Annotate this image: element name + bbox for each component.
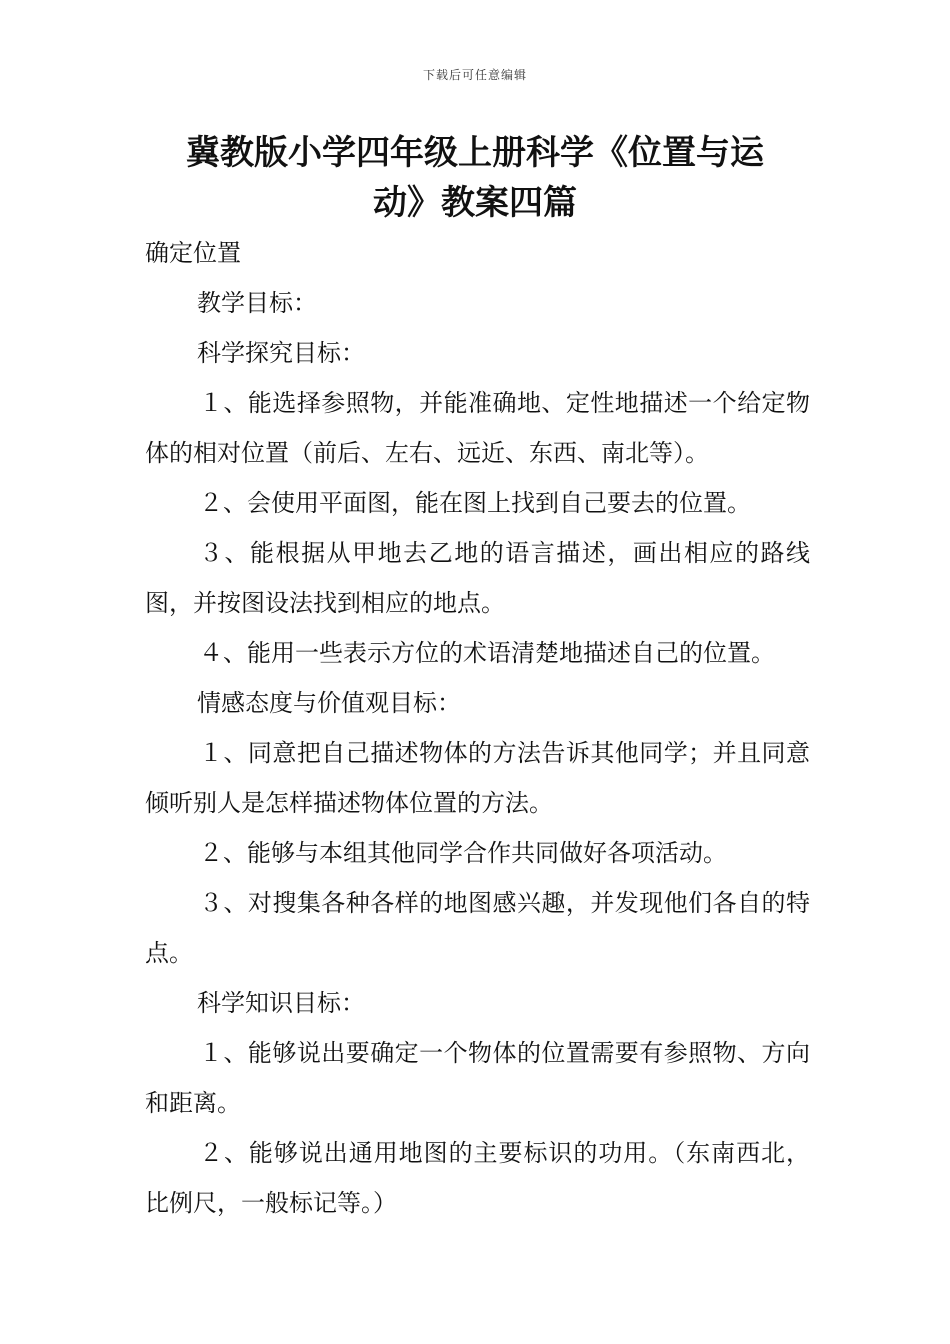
subheading-teaching-goals: 教学目标： [197, 289, 317, 317]
subheading-attitude-goals: 情感态度与价值观目标： [197, 689, 461, 717]
list-item: １、同意把自己描述物体的方法告诉其他同学；并且同意倾听别人是怎样描述物体位置的方法。 [145, 739, 810, 817]
list-item: ３、能根据从甲地去乙地的语言描述，画出相应的路线图，并按图设法找到相应的地点。 [145, 539, 810, 617]
title-line-2: 动》教案四篇 [373, 183, 577, 223]
subheading-knowledge-goals: 科学知识目标： [197, 989, 365, 1017]
document-title [145, 128, 805, 228]
list-item: ２、能够与本组其他同学合作共同做好各项活动。 [199, 839, 727, 867]
document-body [145, 228, 810, 1228]
list-item: ４、能用一些表示方位的术语清楚地描述自己的位置。 [199, 639, 775, 667]
list-item: ２、会使用平面图，能在图上找到自己要去的位置。 [199, 489, 751, 517]
title-line-1: 冀教版小学四年级上册科学《位置与运 [186, 133, 764, 173]
section-heading: 确定位置 [145, 239, 241, 267]
list-item: ２、能够说出通用地图的主要标识的功用。（东南西北，比例尺，一般标记等。） [145, 1139, 810, 1217]
list-item: ３、对搜集各种各样的地图感兴趣，并发现他们各自的特点。 [145, 889, 810, 967]
list-item: １、能选择参照物，并能准确地、定性地描述一个给定物体的相对位置（前后、左右、远近、东西、南北等）。 [145, 389, 810, 467]
header-note: 下载后可任意编辑 [422, 68, 527, 82]
subheading-inquiry-goals: 科学探究目标： [197, 339, 365, 367]
list-item: １、能够说出要确定一个物体的位置需要有参照物、方向和距离。 [145, 1039, 810, 1117]
